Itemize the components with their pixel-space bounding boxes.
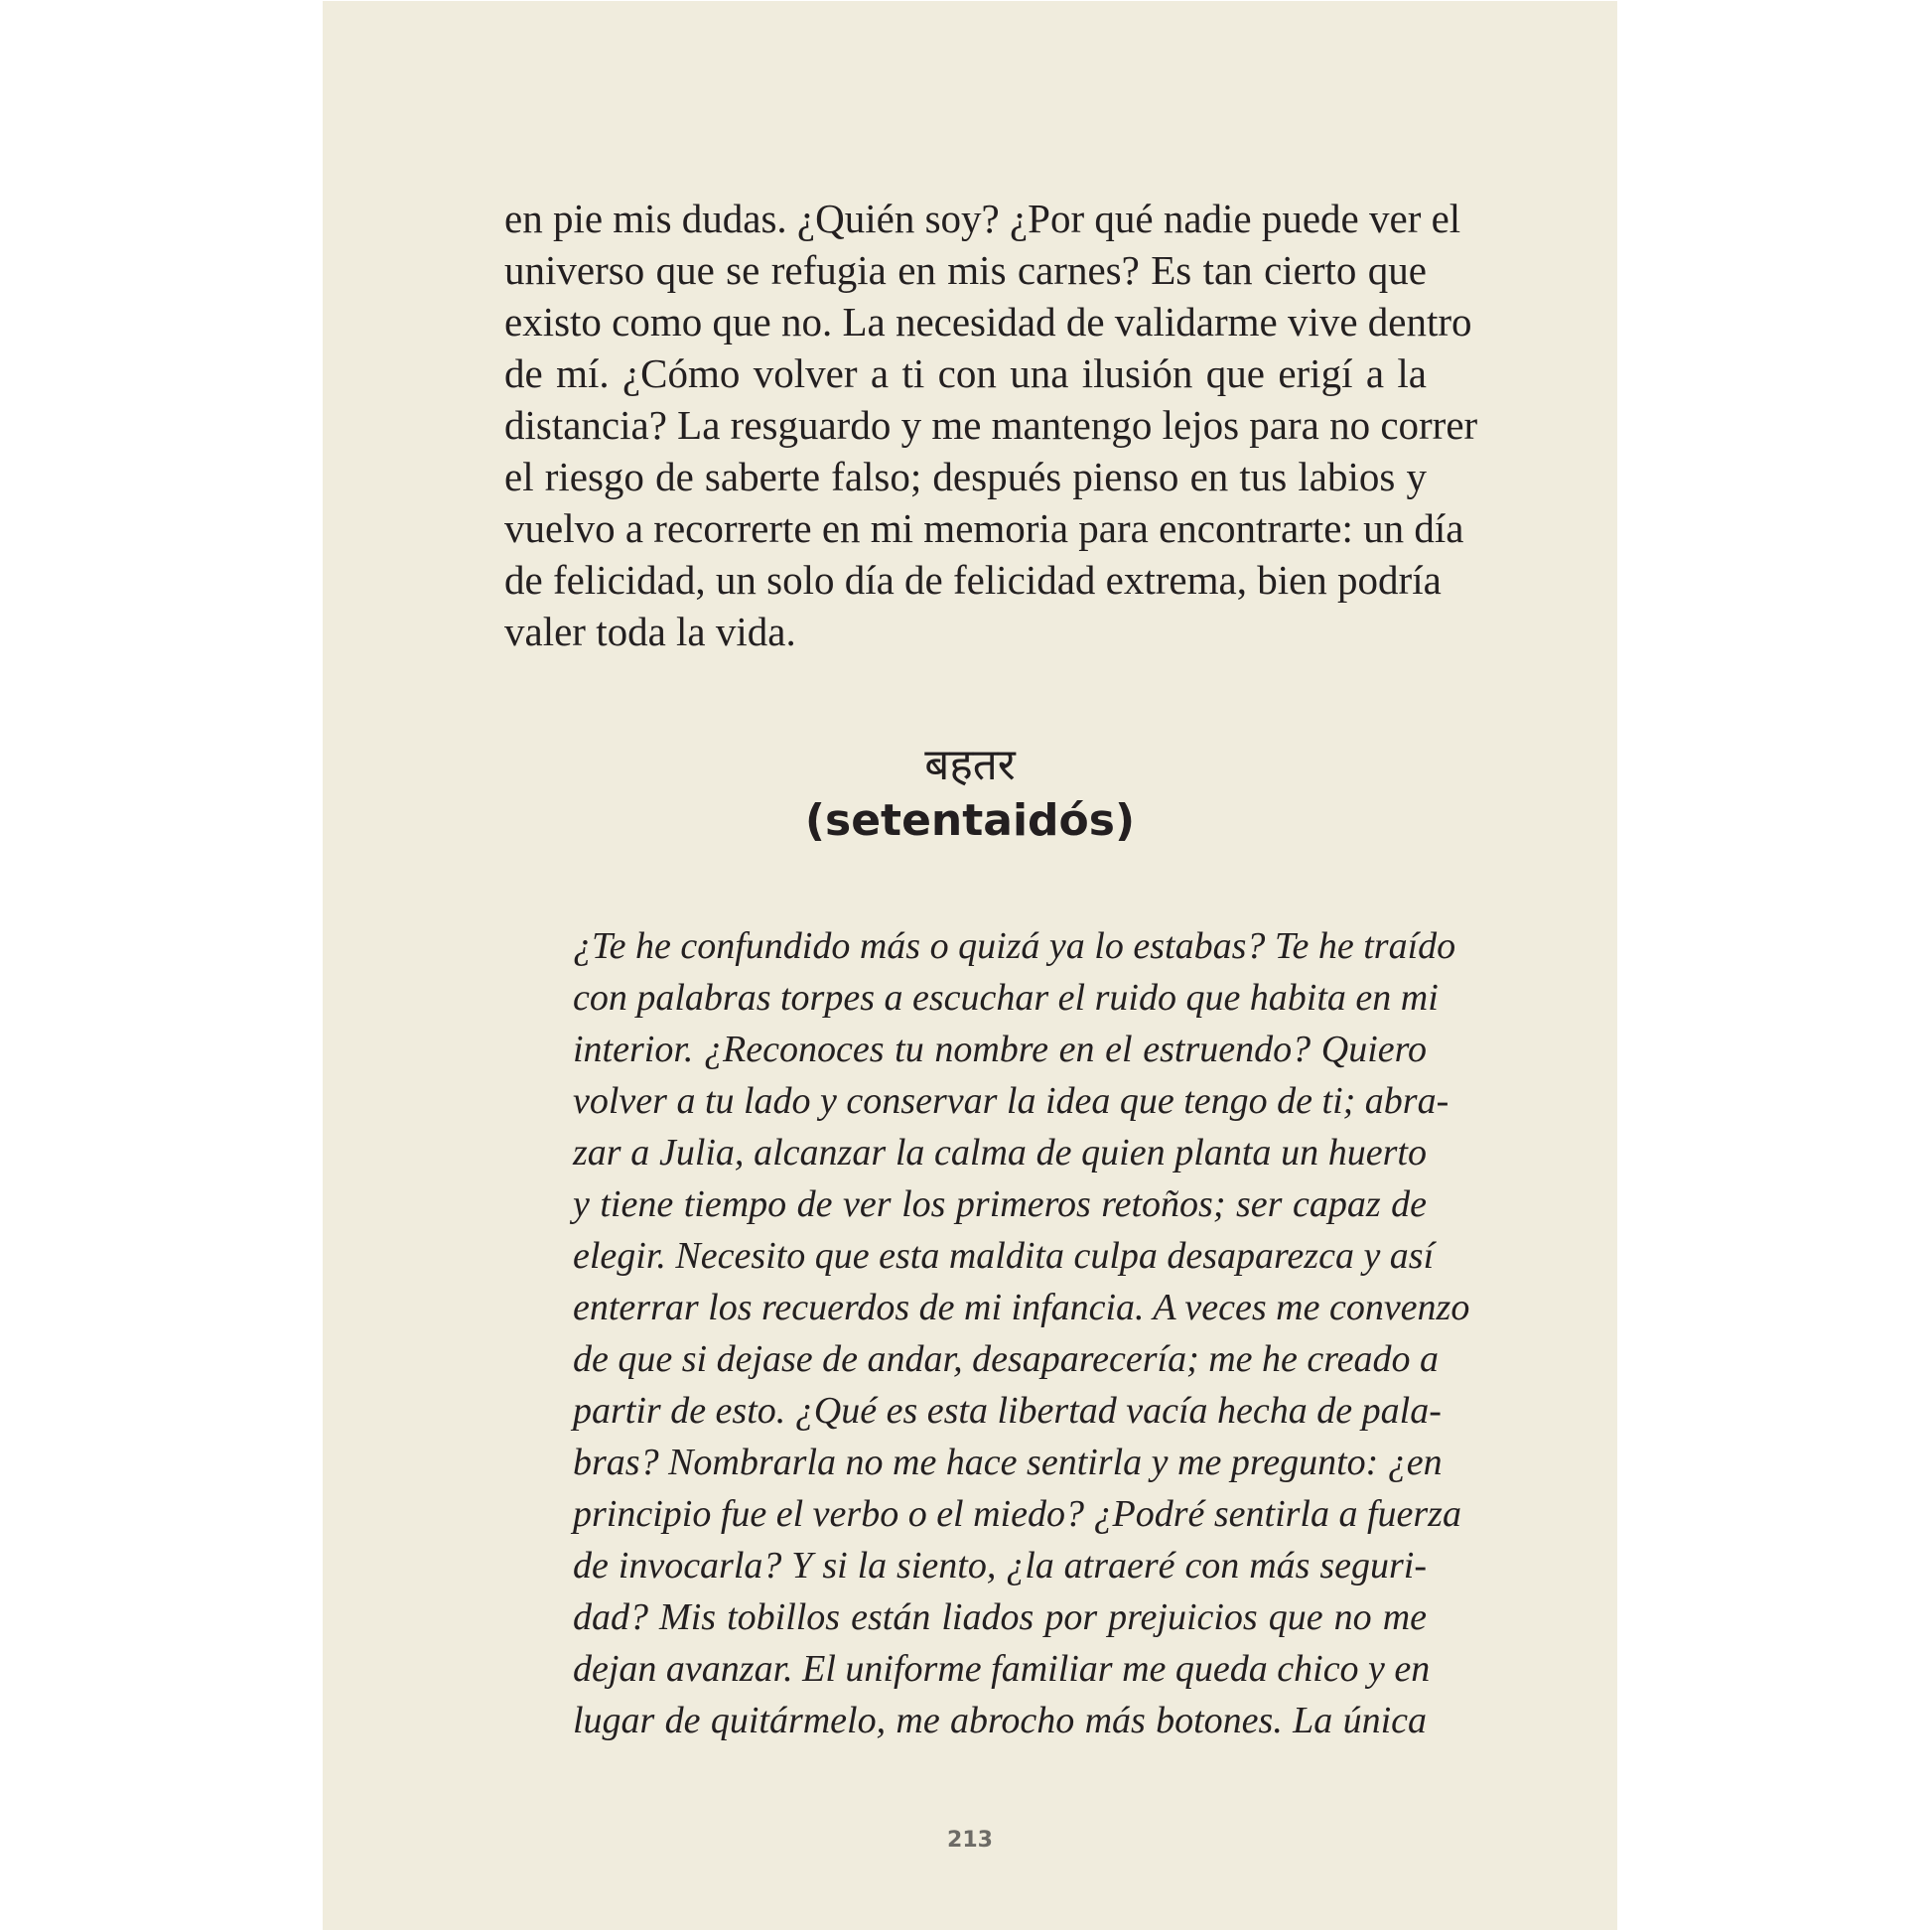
italic-line: y tiene tiempo de ver los primeros retoños; ser capaz de [573,1183,1427,1225]
italic-paragraph [573,920,1470,1746]
body-line: de mí. ¿Cómo volver a ti con una ilusión que erigí a la [504,350,1427,396]
italic-line: partir de esto. ¿Qué es esta libertad vacía hecha de pala- [573,1390,1442,1432]
body-line: existo como que no. La necesidad de validarme vive dentro [504,299,1472,345]
italic-line: dejan avanzar. El uniforme familiar me queda chico y en [573,1648,1431,1690]
italic-line: principio fue el verbo o el miedo? ¿Podré sentirla a fuerza [573,1493,1461,1535]
italic-line: bras? Nombrarla no me hace sentirla y me pregunto: ¿en [573,1442,1443,1483]
page-number: 213 [947,1828,993,1853]
chapter-hindi-title: बहतर [924,740,1016,790]
body-line: en pie mis dudas. ¿Quién soy? ¿Por qué nadie puede ver el [504,196,1461,241]
italic-line: lugar de quitármelo, me abrocho más botones. La única [573,1700,1427,1741]
italic-line: interior. ¿Reconoces tu nombre en el estruendo? Quiero [573,1029,1427,1070]
italic-line: de invocarla? Y si la siento, ¿la atraeré con más seguri- [573,1545,1427,1587]
body-paragraph [504,193,1478,657]
italic-line: con palabras torpes a escuchar el ruido que habita en mi [573,977,1439,1019]
body-line: de felicidad, un solo día de felicidad extrema, bien podría [504,557,1442,603]
italic-line: volver a tu lado y conservar la idea que tengo de ti; abra- [573,1080,1449,1122]
chapter-title: (setentaidós) [804,795,1136,846]
italic-line: de que si dejase de andar, desaparecería; me he creado a [573,1338,1440,1380]
body-line: el riesgo de saberte falso; después pienso en tus labios y [504,454,1427,499]
body-line: valer toda la vida. [504,609,796,654]
body-line: universo que se refugia en mis carnes? Es tan cierto que [504,247,1427,293]
book-page [323,1,1617,1930]
body-line: vuelvo a recorrerte en mi memoria para encontrarte: un día [504,505,1464,551]
italic-line: elegir. Necesito que esta maldita culpa desaparezca y así [573,1235,1435,1277]
italic-line: ¿Te he confundido más o quizá ya lo estabas? Te he traído [573,925,1456,967]
italic-line: zar a Julia, alcanzar la calma de quien planta un huerto [573,1132,1427,1173]
body-line: distancia? La resguardo y me mantengo lejos para no correr [504,402,1478,448]
italic-line: dad? Mis tobillos están liados por prejuicios que no me [573,1596,1427,1638]
italic-line: enterrar los recuerdos de mi infancia. A veces me convenzo [573,1287,1470,1328]
